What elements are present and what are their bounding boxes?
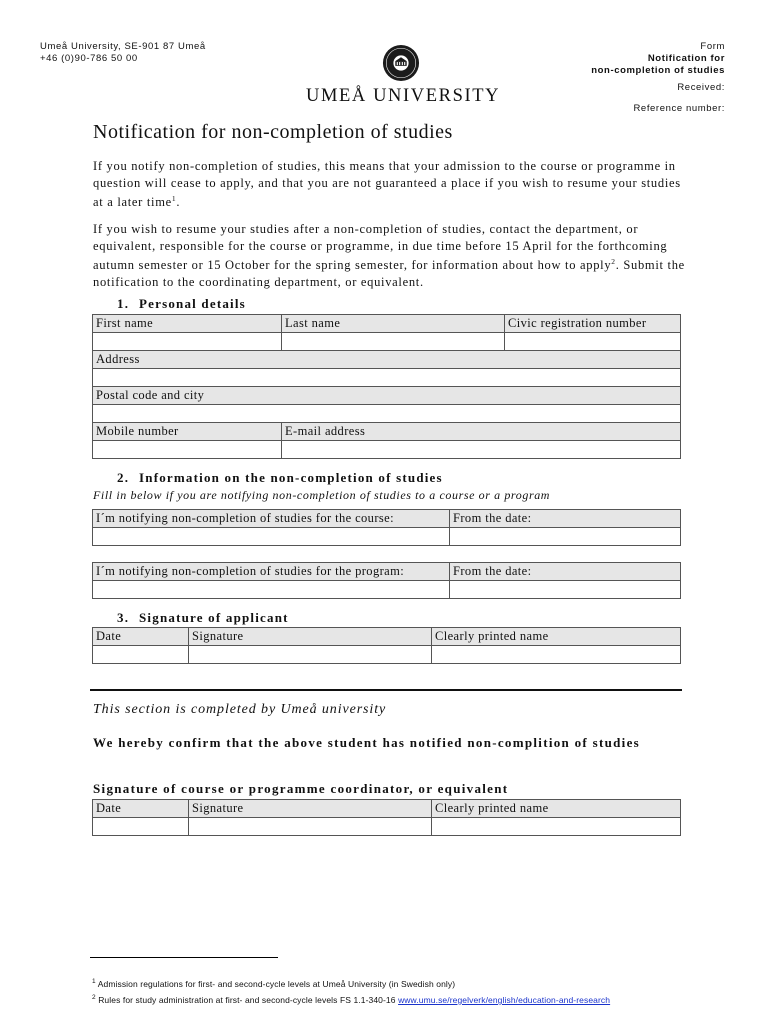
- coordinator-signature-field[interactable]: [189, 818, 432, 836]
- section-heading-personal: [117, 296, 246, 312]
- last-name-label: Last name: [282, 315, 505, 333]
- footnote-2: [92, 994, 610, 1005]
- course-date-field[interactable]: [450, 528, 681, 546]
- email-field[interactable]: [282, 441, 681, 459]
- coordinator-date-field[interactable]: [93, 818, 189, 836]
- postal-code-label: Postal code and city: [93, 387, 681, 405]
- rules-link[interactable]: www.umu.se/regelverk/english/education-and-research: [398, 994, 611, 1005]
- section-number: 3.: [117, 610, 130, 625]
- coordinator-printed-name-label: Clearly printed name: [432, 800, 681, 818]
- email-label: E-mail address: [282, 423, 681, 441]
- civic-number-field[interactable]: [505, 333, 681, 351]
- applicant-signature-table: [92, 627, 681, 664]
- mobile-field[interactable]: [93, 441, 282, 459]
- footnote-number: 1: [92, 978, 96, 985]
- program-label: I´m notifying non-completion of studies for the program:: [93, 563, 450, 581]
- program-date-label: From the date:: [450, 563, 681, 581]
- intro-text-2b: . Submit the notification to the coordinating department, or equivalent.: [93, 258, 685, 289]
- program-table: [92, 562, 681, 599]
- coordinator-printed-name-field[interactable]: [432, 818, 681, 836]
- footnote-ref-2: 2: [611, 257, 616, 266]
- page-title: Notification for non-completion of studies: [93, 121, 453, 143]
- footnote-ref-1: 1: [171, 194, 177, 203]
- course-table: [92, 509, 681, 546]
- section-heading-noncompletion: [117, 470, 443, 486]
- printed-name-field[interactable]: [432, 646, 681, 664]
- form-label-block: [591, 41, 725, 77]
- form-title-line2: non-completion of studies: [591, 65, 725, 76]
- address-line: Umeå University, SE-901 87 Umeå: [40, 41, 206, 52]
- printed-name-label: Clearly printed name: [432, 628, 681, 646]
- address-label: Address: [93, 351, 681, 369]
- phone-line: +46 (0)90-786 50 00: [40, 53, 138, 64]
- footnote-divider: [90, 957, 278, 958]
- sender-address: [40, 41, 206, 65]
- section-number: 2.: [117, 470, 130, 485]
- intro-paragraph-1: If you notify non-completion of studies, this means that your admission to the course or programme in question will cease to apply, and that you are not guaranteed a place if you wish to resume your studies at a later time$^1$.: [93, 159, 681, 210]
- first-name-label: First name: [93, 315, 282, 333]
- coordinator-signature-label: Signature: [189, 800, 432, 818]
- section-divider: [90, 689, 682, 691]
- coordinator-signature-table: [92, 799, 681, 836]
- reference-number-label: Reference number:: [633, 103, 725, 114]
- intro-text-2a: If you wish to resume your studies after a non-completion of studies, contact the department, or equivalent, responsible for the course or programme, in due time before 15 April for the forthcoming autumn semester or 15 October for the spring semester, for information about how to apply: [93, 222, 668, 273]
- section-number: 1.: [117, 296, 130, 311]
- university-section-intro: This section is completed by Umeå university: [93, 702, 387, 717]
- university-name: UMEÅ UNIVERSITY: [306, 86, 501, 106]
- signature-field[interactable]: [189, 646, 432, 664]
- address-field[interactable]: [93, 369, 681, 387]
- signature-label: Signature: [189, 628, 432, 646]
- section-title: Signature of applicant: [139, 610, 289, 625]
- university-seal-icon: [382, 44, 420, 82]
- footnote-1: [92, 978, 455, 989]
- intro-paragraph-2: [93, 221, 693, 290]
- footnote-number: 2: [92, 994, 96, 1001]
- civic-number-label: Civic registration number: [505, 315, 681, 333]
- coordinator-signature-heading: Signature of course or programme coordinator, or equivalent: [93, 781, 509, 796]
- postal-code-field[interactable]: [93, 405, 681, 423]
- last-name-field[interactable]: [282, 333, 505, 351]
- date-field[interactable]: [93, 646, 189, 664]
- received-label: Received:: [677, 82, 725, 93]
- footnote-text: Admission regulations for first- and second-cycle levels at Umeå University (in Swedish only): [97, 978, 456, 989]
- intro-text-1: If you notify non-completion of studies, this means that your admission to the course or programme in question will cease to apply, and that you are not guaranteed a place if you wish to resume your studies at a later time: [93, 159, 681, 210]
- section-title: Personal details: [139, 296, 246, 311]
- course-field[interactable]: [93, 528, 450, 546]
- footnote-text: Rules for study administration at first- and second-cycle levels FS 1.1-340-16: [98, 994, 396, 1005]
- confirmation-statement: We hereby confirm that the above student has notified non-complition of studies: [93, 735, 641, 750]
- form-title-line1: Notification for: [647, 53, 725, 64]
- course-label: I´m notifying non-completion of studies for the course:: [93, 510, 450, 528]
- program-field[interactable]: [93, 581, 450, 599]
- section-instruction: Fill in below if you are notifying non-completion of studies to a course or a program: [93, 488, 551, 502]
- date-label: Date: [93, 628, 189, 646]
- coordinator-date-label: Date: [93, 800, 189, 818]
- form-label: Form: [700, 41, 725, 52]
- mobile-label: Mobile number: [93, 423, 282, 441]
- section-title: Information on the non-completion of studies: [139, 470, 443, 485]
- personal-details-table: [92, 314, 681, 459]
- program-date-field[interactable]: [450, 581, 681, 599]
- course-date-label: From the date:: [450, 510, 681, 528]
- section-heading-signature: [117, 610, 289, 626]
- first-name-field[interactable]: [93, 333, 282, 351]
